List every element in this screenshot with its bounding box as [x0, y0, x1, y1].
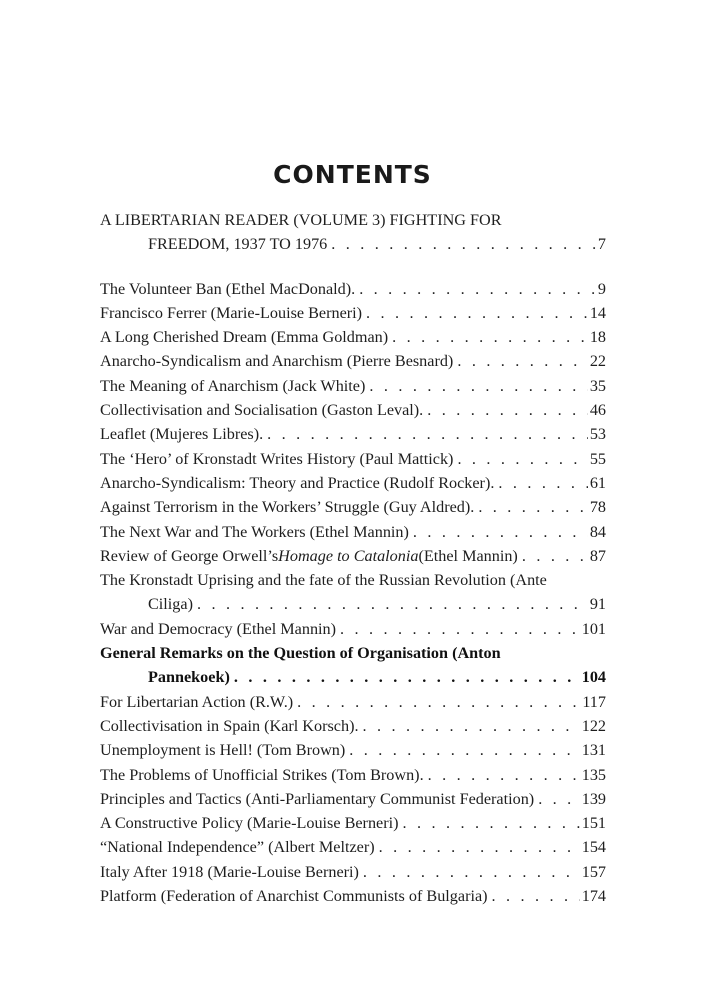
toc-entry-title: The Problems of Unofficial Strikes (Tom Brown).	[100, 765, 424, 784]
toc-page-number: 18	[589, 328, 606, 347]
toc-entry-line	[100, 495, 606, 519]
dot-leader	[392, 325, 588, 349]
dot-leader	[340, 617, 580, 641]
toc-entry[interactable]	[100, 617, 606, 641]
toc-entry-line	[100, 544, 606, 568]
dot-leader	[428, 763, 580, 787]
toc-page-number: 104	[581, 668, 606, 687]
toc-page-number: 154	[581, 838, 606, 857]
toc-entry-line	[100, 617, 606, 641]
toc-entry-line	[100, 835, 606, 859]
toc-entry[interactable]	[100, 568, 606, 617]
toc-entry[interactable]	[100, 738, 606, 762]
dot-leader	[492, 884, 580, 908]
toc-page-number: 7	[597, 235, 606, 254]
toc-entry-line	[100, 447, 606, 471]
toc-entry[interactable]	[100, 495, 606, 519]
toc-entry-title: Platform (Federation of Anarchist Communists of Bulgaria)	[100, 887, 488, 906]
toc-entry-title: Italy After 1918 (Marie-Louise Berneri)	[100, 862, 359, 881]
toc-entry[interactable]	[100, 374, 606, 398]
toc-entry-line	[100, 690, 606, 714]
toc-entry[interactable]	[100, 763, 606, 787]
toc-entry-title: A LIBERTARIAN READER (VOLUME 3) FIGHTING FOR	[100, 211, 502, 229]
toc-page-number: 117	[582, 692, 606, 711]
toc-page-number: 78	[589, 498, 606, 517]
dot-leader	[297, 690, 580, 714]
dot-leader	[234, 665, 580, 689]
toc-entry-line	[100, 374, 606, 398]
toc-entry-title: The Meaning of Anarchism (Jack White)	[100, 376, 366, 395]
toc-entry[interactable]	[100, 422, 606, 446]
toc-entry[interactable]	[100, 811, 606, 835]
toc-entry-title: A Constructive Policy (Marie-Louise Berneri)	[100, 814, 399, 833]
toc-entry-title-rest: (Ethel Mannin)	[418, 546, 518, 565]
toc-entry-line	[100, 763, 606, 787]
toc-entry[interactable]	[100, 520, 606, 544]
toc-entry-line	[100, 641, 606, 665]
toc-entry-line	[100, 860, 606, 884]
dot-leader	[457, 447, 587, 471]
toc-page-number: 135	[581, 765, 606, 784]
toc-entry[interactable]	[100, 860, 606, 884]
toc-page-number: 61	[589, 473, 606, 492]
dot-leader	[363, 714, 580, 738]
contents-heading: CONTENTS	[273, 160, 432, 189]
dot-leader	[427, 398, 588, 422]
dot-leader	[267, 422, 588, 446]
toc-entry-title: Anarcho-Syndicalism and Anarchism (Pierre Besnard)	[100, 352, 454, 371]
toc-page-number: 53	[589, 425, 606, 444]
toc-entry-title: General Remarks on the Question of Organisation (Anton	[100, 644, 501, 663]
toc-entry-title-continued: Ciliga)	[148, 595, 193, 614]
toc-entry-line	[100, 471, 606, 495]
toc-entry-title: Leaflet (Mujeres Libres).	[100, 425, 264, 444]
dot-leader	[403, 811, 580, 835]
toc-entry-title: Collectivisation in Spain (Karl Korsch).	[100, 716, 359, 735]
toc-entry[interactable]	[100, 544, 606, 568]
toc-entry-line	[100, 398, 606, 422]
toc-entry-title: The Volunteer Ban (Ethel MacDonald).	[100, 279, 356, 298]
toc-page-number: 55	[589, 449, 606, 468]
toc-entry[interactable]	[100, 398, 606, 422]
toc-entry-line	[100, 738, 606, 762]
toc-page-number: 35	[589, 376, 606, 395]
toc-page-number: 174	[581, 887, 606, 906]
toc-page-number: 9	[597, 279, 606, 298]
toc-entry-title-continued: Pannekoek)	[148, 668, 230, 687]
dot-leader	[369, 374, 587, 398]
toc-entry-line	[100, 884, 606, 908]
toc-entry-title-continued: FREEDOM, 1937 TO 1976	[148, 235, 328, 254]
toc-entry[interactable]	[100, 277, 606, 301]
toc-entry-line	[100, 787, 606, 811]
toc-entry-title: Collectivisation and Socialisation (Gaston Leval).	[100, 401, 424, 420]
toc-entry-title: Francisco Ferrer (Marie-Louise Berneri)	[100, 303, 363, 322]
toc-entry-line-continued	[100, 592, 606, 616]
toc-entry-title: For Libertarian Action (R.W.)	[100, 692, 294, 711]
toc-entry[interactable]	[100, 208, 606, 257]
dot-leader	[413, 520, 588, 544]
dot-leader	[197, 592, 588, 616]
toc-page-number: 46	[589, 401, 606, 420]
toc-entry[interactable]	[100, 690, 606, 714]
toc-entry[interactable]	[100, 301, 606, 325]
toc-entry-line	[100, 208, 606, 232]
toc-entry[interactable]	[100, 835, 606, 859]
toc-page-number: 14	[589, 303, 606, 322]
toc-page-number: 87	[589, 546, 606, 565]
toc-entry-line	[100, 714, 606, 738]
toc-entry-title-italic: Homage to Catalonia	[278, 546, 419, 565]
toc-page-number: 22	[589, 352, 606, 371]
table-of-contents	[100, 208, 606, 908]
toc-page-number: 101	[581, 619, 606, 638]
toc-entry[interactable]	[100, 325, 606, 349]
toc-entry-title: Against Terrorism in the Workers’ Struggle (Guy Aldred).	[100, 498, 475, 517]
toc-entry-title: Unemployment is Hell! (Tom Brown)	[100, 741, 346, 760]
toc-page-number: 151	[581, 814, 606, 833]
toc-entry-title: Principles and Tactics (Anti-Parliamentary Communist Federation)	[100, 789, 535, 808]
toc-entry-line	[100, 349, 606, 373]
toc-entry[interactable]	[100, 447, 606, 471]
toc-page-number: 131	[581, 741, 606, 760]
toc-entry-title: Anarcho-Syndicalism: Theory and Practice (Rudolf Rocker).	[100, 473, 495, 492]
toc-page-number: 122	[581, 716, 606, 735]
toc-entry-line	[100, 811, 606, 835]
toc-entry[interactable]	[100, 884, 606, 908]
dot-leader	[538, 787, 580, 811]
toc-entry[interactable]	[100, 641, 606, 690]
dot-leader	[478, 495, 588, 519]
dot-leader	[363, 860, 580, 884]
toc-entry-title: The ‘Hero’ of Kronstadt Writes History (Paul Mattick)	[100, 449, 454, 468]
dot-leader	[331, 232, 596, 256]
toc-entry-title: War and Democracy (Ethel Mannin)	[100, 619, 337, 638]
toc-entry[interactable]	[100, 787, 606, 811]
toc-page-number: 84	[589, 522, 606, 541]
toc-entry-line-continued	[100, 665, 606, 689]
toc-entry-line	[100, 520, 606, 544]
toc-entry-title: The Next War and The Workers (Ethel Mannin)	[100, 522, 409, 541]
dot-leader	[457, 349, 587, 373]
toc-page-number: 91	[589, 595, 606, 614]
dot-leader	[522, 544, 588, 568]
toc-entry-line	[100, 422, 606, 446]
dot-leader	[359, 277, 596, 301]
toc-entry-title: A Long Cherished Dream (Emma Goldman)	[100, 328, 389, 347]
toc-entry[interactable]	[100, 471, 606, 495]
dot-leader	[366, 301, 588, 325]
toc-page-number: 157	[581, 862, 606, 881]
toc-entry[interactable]	[100, 714, 606, 738]
toc-entry-title: Review of George Orwell’s	[100, 546, 279, 565]
toc-entry-line	[100, 277, 606, 301]
dot-leader	[379, 835, 580, 859]
toc-entry-title: “National Independence” (Albert Meltzer)	[100, 838, 375, 857]
toc-entry-line-continued	[100, 232, 606, 256]
toc-entry[interactable]	[100, 349, 606, 373]
toc-page-number: 139	[581, 789, 606, 808]
toc-entry-title: The Kronstadt Uprising and the fate of the Russian Revolution (Ante	[100, 571, 547, 590]
toc-entry-line	[100, 301, 606, 325]
dot-leader	[498, 471, 587, 495]
dot-leader	[349, 738, 579, 762]
toc-entry-line	[100, 325, 606, 349]
toc-entry-line	[100, 568, 606, 592]
